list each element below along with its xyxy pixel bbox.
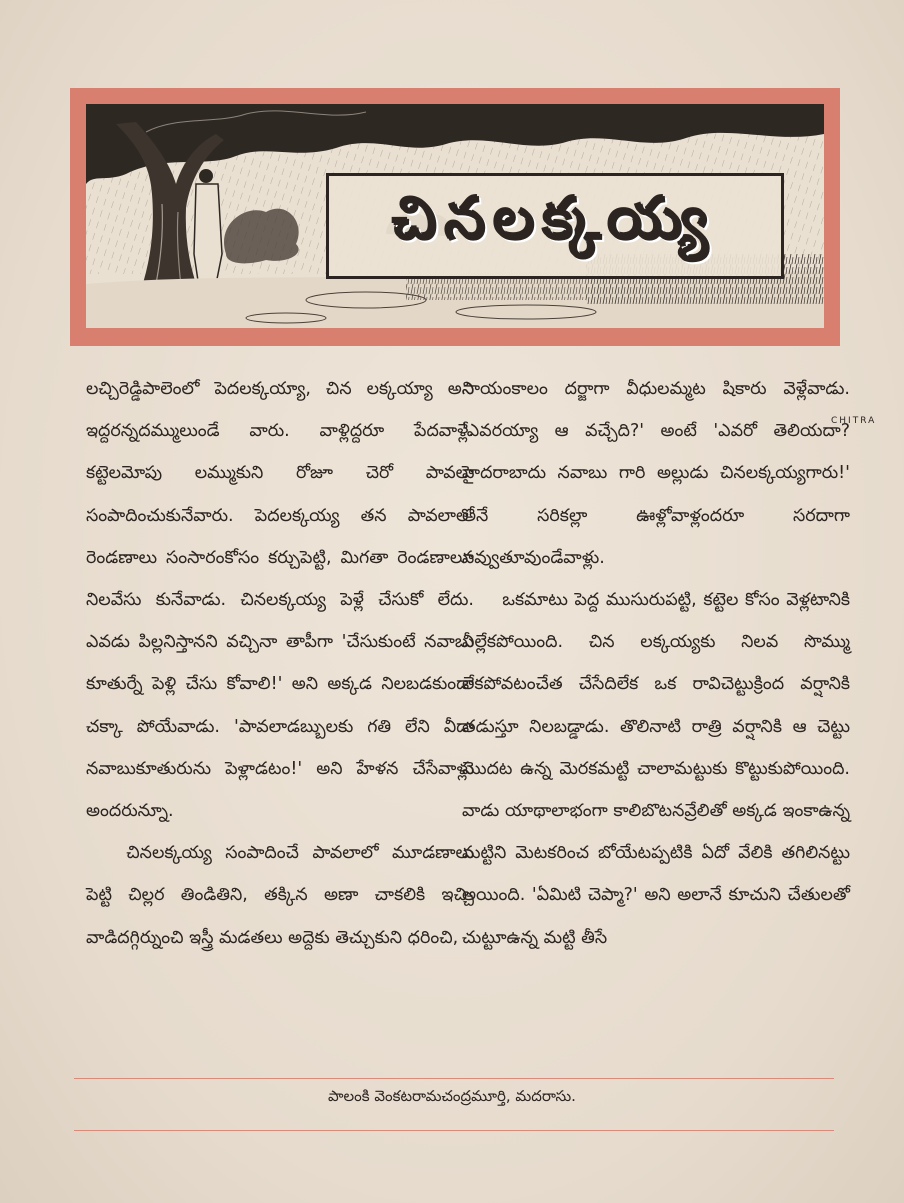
left-column [86,368,474,959]
story-title: చినలక్కయ్య [393,184,717,253]
story-title-box [326,173,784,279]
author-credit: పాలంకి వెంకటరామచంద్రమూర్తి, మదరాసు. [328,1087,576,1105]
paragraph-1: లచ్చిరెడ్డిపాలెంలో పెదలక్కయ్యా, చిన లక్కయ్యా అని ఇద్దరన్నదమ్ములుండే వారు. వాళ్లిద్దరూ పేదవాళ్లే. కట్టెలమోపు లమ్ముకుని రోజూ చెరో పావలా సంపాదించుకునేవారు. పెదలక్కయ్య తన పావలాలో రెండణాలు సంసారంకోసం కర్చుపెట్టి, మిగతా రెండణాలూ నిలవేసు కునేవాడు. చినలక్కయ్య పెళ్లే చేసుకో లేదు. ఎవడు పిల్లనిస్తానని వచ్చినా తాపీగా 'చేసుకుంటే నవాబు కూతుర్నే పెళ్లి చేసు కోవాలి!' అని అక్కడ నిలబడకుండా చక్కా పోయేవాడు. 'పావలాడబ్బులకు గతి లేని వీడా నవాబుకూతురును పెళ్లాడటం!' అని హేళన చేసేవాళ్లు అందరున్నూ. [86,379,474,822]
artist-signature: CHITRA [831,416,877,426]
footer-rule-top [74,1078,834,1079]
footer-rule-bottom [74,1130,834,1131]
paragraph-2: చినలక్కయ్య సంపాదించే పావలాలో మూడణాలు పెట్టి చిల్లర తిండితిని, తక్కిన అణా చాకలికి ఇచ్చి వాడిదగ్గిర్నుంచి ఇస్త్రీ మడతలు అద్దెకు తెచ్చుకుని ధరించి, [86,843,474,948]
paragraph-3: సాయంకాలం దర్జాగా వీధులమ్మట షికారు వెళ్లేవాడు. 'ఎవరయ్యా ఆ వచ్చేది?' అంటే 'ఎవరో తెలియదా? హైదరాబాదు నవాబు గారి అల్లుడు చినలక్కయ్యగారు!' అనే సరికల్లా ఊళ్లోవాళ్లందరూ సరదాగా నవ్వుతూవుండేవాళ్లు. [462,379,850,568]
paragraph-4: ఒకమాటు పెద్ద ముసురుపట్టి, కట్టెల కోసం వెళ్లటానికి వీల్లేకపోయింది. చిన లక్కయ్యకు నిలవ సొమ్ము లేకపోవటంచేత చేసేదిలేక ఒక రావిచెట్టుక్రింద వర్షానికి తడుస్తూ నిలబడ్డాడు. తొలినాటి రాత్రి వర్షానికి ఆ చెట్టు మొదట ఉన్న మెరకమట్టి చాలామట్టుకు కొట్టుకుపోయింది. వాడు యాథాలాభంగా కాలిబొటనవ్రేలితో అక్కడ ఇంకాఉన్న మట్టిని మెటకరించ బోయేటప్పటికి ఏదో వేలికి తగిలినట్టు అయింది. 'ఏమిటి చెప్మా?' అని అలానే కూచుని చేతులతో చుట్టూఉన్న మట్టి తీసే [462,590,850,948]
right-column [462,368,850,959]
